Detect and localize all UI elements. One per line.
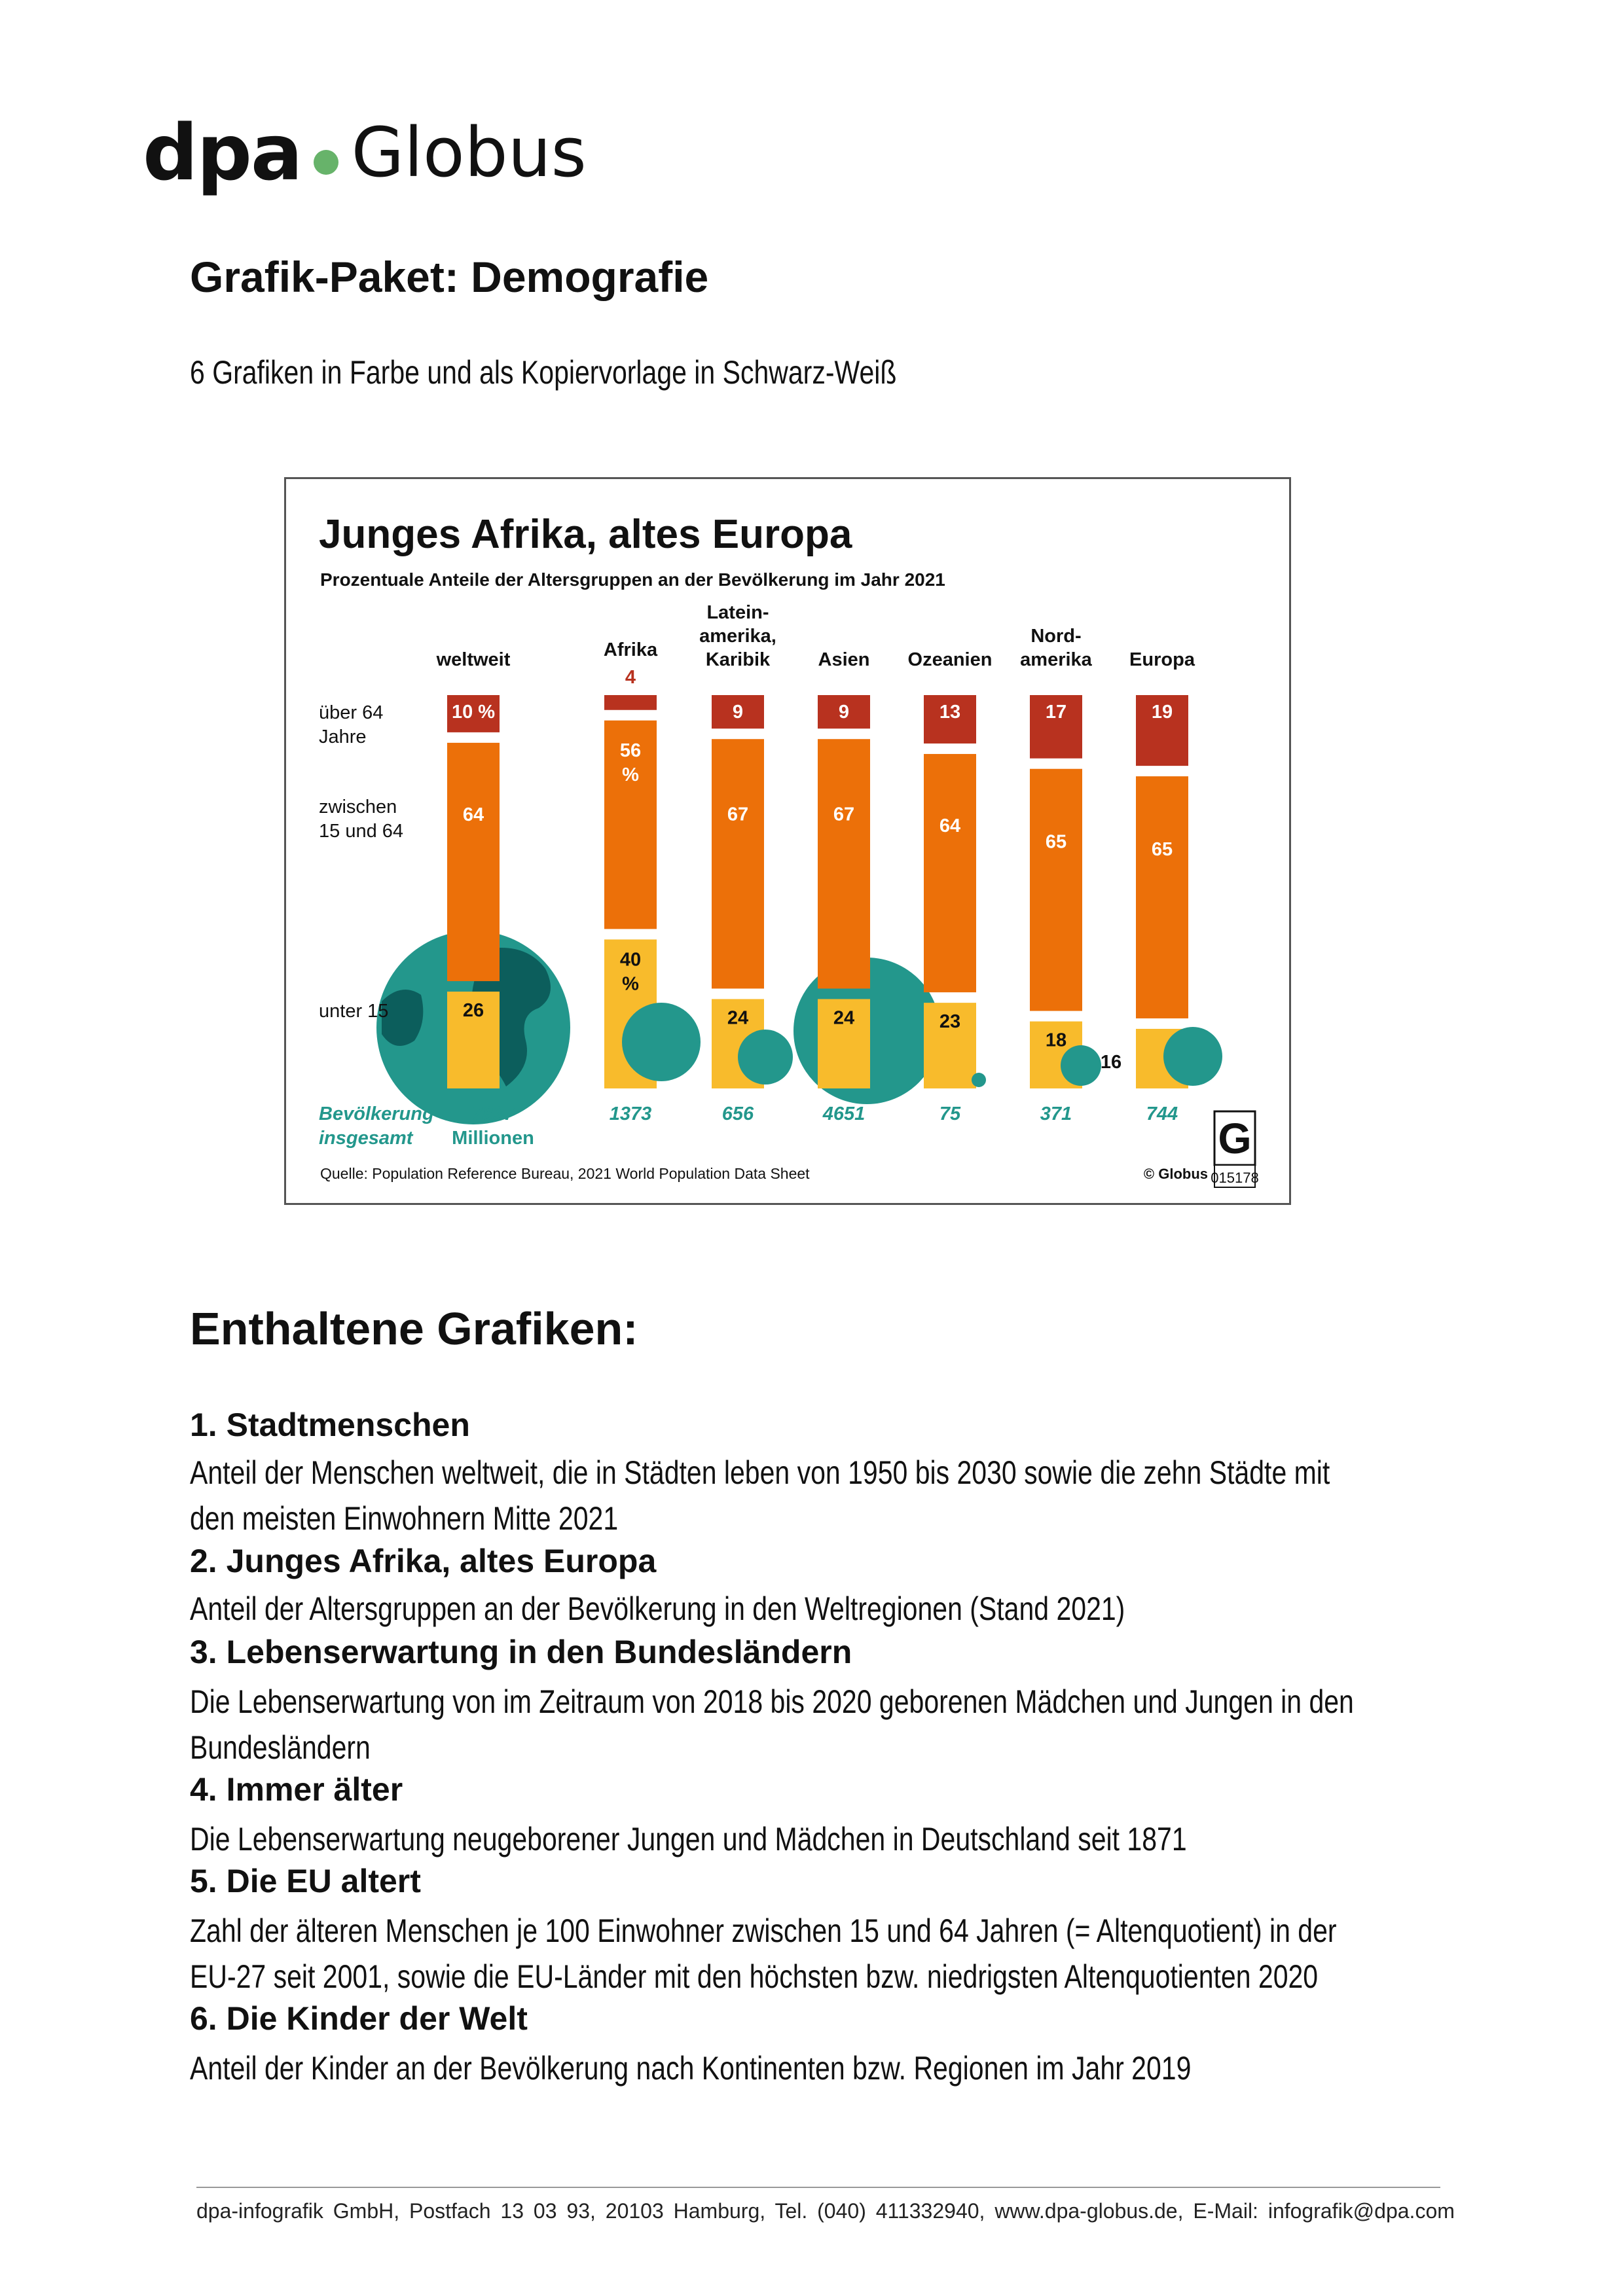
category-label: Latein-: [706, 602, 769, 623]
chart-source: Quelle: Population Reference Bureau, 2021 World Population Data Sheet: [320, 1165, 810, 1182]
chart-credit: © Globus: [1143, 1166, 1208, 1182]
population-value: 744: [1146, 1103, 1178, 1124]
logo-dot: [314, 150, 338, 175]
row-label-under15: unter 15: [319, 1001, 389, 1022]
value-label-under15: 24: [833, 1007, 855, 1029]
row-label-15to64: 15 und 64: [319, 821, 404, 842]
item-desc-3: Die Lebenserwartung von im Zeitraum von 2018 bis 2020 geborenen Mädchen und Jungen in den Bundesländern: [190, 1683, 1354, 1766]
population-label: insgesamt: [319, 1128, 413, 1149]
chart-title: Junges Afrika, altes Europa: [319, 512, 852, 557]
row-label-over64: über 64: [319, 702, 384, 723]
value-label-15to64: 65: [1045, 831, 1067, 853]
item-title-4: 4. Immer älter: [190, 1771, 403, 1808]
value-label-under15: 18: [1045, 1030, 1067, 1051]
category-label: Nord-: [1030, 626, 1082, 647]
category-label: Karibik: [705, 649, 771, 670]
page-subtitle: 6 Grafiken in Farbe und als Kopiervorlage in Schwarz-Weiß: [190, 354, 897, 391]
category-label: amerika,: [699, 626, 776, 647]
category-label: Europa: [1129, 649, 1195, 670]
item-title-1: 1. Stadtmenschen: [190, 1407, 470, 1443]
population-bubble: [1061, 1045, 1101, 1086]
population-value: 7837: [471, 1103, 515, 1124]
dpa-globus-logo: [143, 103, 587, 202]
item-title-6: 6. Die Kinder der Welt: [190, 2000, 528, 2037]
value-label-under15: 23: [939, 1011, 961, 1033]
population-bubble: [972, 1073, 986, 1087]
bar-15to64: [447, 743, 500, 981]
value-label-15to64: 64: [939, 816, 961, 837]
contents-heading: Enthaltene Grafiken:: [190, 1303, 638, 1354]
graphic-id: 015178: [1211, 1170, 1259, 1186]
row-label-over64: Jahre: [319, 726, 367, 747]
row-label-15to64: zwischen: [319, 797, 397, 817]
footer-divider: [196, 2187, 1440, 2188]
value-label-15to64: 65: [1151, 839, 1173, 861]
category-label: amerika: [1020, 649, 1092, 670]
value-label-over64: 9: [838, 702, 850, 723]
item-desc-5: Zahl der älteren Menschen je 100 Einwohner zwischen 15 und 64 Jahren (= Altenquotient) in der EU-27 seit 2001, sowie die EU-Länder mit den höchsten bzw. niedrigsten Altenquotienten 2020: [190, 1912, 1337, 1995]
value-label-over64: 9: [732, 702, 744, 723]
population-bubble: [738, 1030, 793, 1085]
population-unit: Millionen: [452, 1128, 534, 1149]
item-title-2: 2. Junges Afrika, altes Europa: [190, 1543, 657, 1579]
item-title-5: 5. Die EU altert: [190, 1863, 421, 1899]
value-label-15to64: 56: [619, 740, 642, 761]
chart-subtitle: Prozentuale Anteile der Altersgruppen an der Bevölkerung im Jahr 2021: [320, 569, 945, 590]
bar-15to64: [712, 739, 764, 988]
population-value: 4651: [822, 1103, 866, 1124]
value-label-under15: 40: [619, 949, 642, 971]
population-value: 656: [721, 1103, 754, 1124]
value-label-over64: 19: [1151, 702, 1173, 723]
value-label-15to64: %: [622, 764, 639, 785]
population-bubble: [622, 1003, 701, 1081]
value-label-under15: %: [622, 973, 639, 995]
category-label: weltweit: [436, 649, 511, 670]
footer-contact: dpa-infografik GmbH, Postfach 13 03 93, 20103 Hamburg, Tel. (040) 411332940, www.dpa-globus.de, E-Mail: infografik@dpa.com: [196, 2199, 1455, 2223]
chart-frame: [284, 477, 1291, 1205]
population-value: 75: [939, 1103, 961, 1124]
value-label-over64: 17: [1045, 702, 1067, 723]
value-label-15to64: 67: [833, 804, 855, 825]
logo-product: Globus: [351, 113, 587, 192]
category-label: Asien: [818, 649, 870, 670]
bar-15to64: [1136, 776, 1188, 1018]
value-label-under15: 26: [462, 1000, 484, 1022]
value-label-15to64: 67: [727, 804, 749, 825]
item-desc-1: Anteil der Menschen weltweit, die in Städten leben von 1950 bis 2030 sowie die zehn Städte mit den meisten Einwohnern Mitte 2021: [190, 1454, 1330, 1537]
category-label: Ozeanien: [907, 649, 993, 670]
population-value: 1373: [609, 1103, 652, 1124]
value-label-over64: 10 %: [451, 702, 496, 723]
item-desc-6: Anteil der Kinder an der Bevölkerung nach Kontinenten bzw. Regionen im Jahr 2019: [190, 2050, 1192, 2087]
item-title-3: 3. Lebenserwartung in den Bundesländern: [190, 1634, 852, 1670]
age-groups-chart: [286, 479, 1289, 1203]
bar-15to64: [924, 754, 976, 992]
globus-badge-letter: G: [1218, 1114, 1252, 1162]
population-label: Bevölkerung: [319, 1103, 434, 1124]
bar-over64: [604, 695, 657, 710]
value-label-over64: 4: [625, 667, 636, 688]
item-desc-2: Anteil der Altersgruppen an der Bevölkerung in den Weltregionen (Stand 2021): [190, 1590, 1125, 1627]
category-label: Afrika: [603, 639, 658, 660]
population-bubble: [1163, 1027, 1222, 1086]
item-desc-4: Die Lebenserwartung neugeborener Jungen und Mädchen in Deutschland seit 1871: [190, 1821, 1187, 1857]
value-label-under15: 24: [727, 1007, 749, 1029]
value-label-under15: 16: [1100, 1051, 1122, 1073]
value-label-15to64: 64: [462, 804, 484, 826]
bar-15to64: [818, 739, 870, 988]
population-value: 371: [1040, 1103, 1072, 1124]
logo-brand: dpa: [143, 107, 302, 198]
page-title: Grafik-Paket: Demografie: [190, 253, 709, 301]
bar-15to64: [1030, 769, 1082, 1011]
value-label-over64: 13: [939, 702, 961, 723]
